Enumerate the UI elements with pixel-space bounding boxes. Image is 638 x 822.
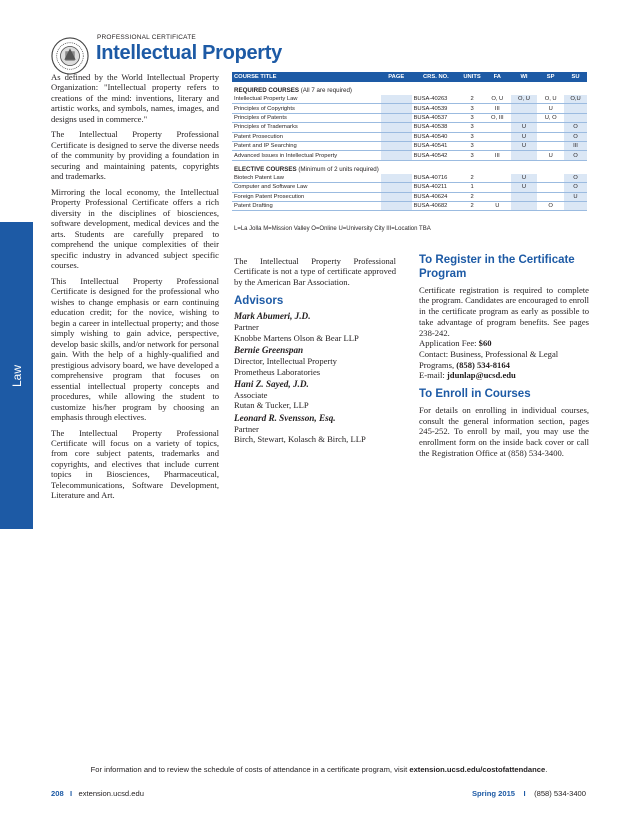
table-cell: O, U [511,95,538,104]
footer-right [472,789,586,798]
enroll-heading: To Enroll in Courses [419,388,531,401]
col-su: SU [564,72,587,82]
right-column [419,254,589,459]
register-heading: To Register in the Certificate Program [419,254,575,280]
table-cell: 3 [460,113,484,122]
table-cell [484,183,511,192]
table-cell [511,201,538,210]
table-cell [511,192,538,201]
table-cell [537,123,564,132]
intro-paragraph: The Intellectual Property Professional Certificate is designed to serve the diverse needs of the community by providing a foundation in securing and maintaining patents, copyrights and trademarks. [51,129,219,182]
contact-label: Contact: Business, Professional & Legal Programs, [419,349,559,370]
table-cell [564,104,587,113]
table-cell: U [537,151,564,160]
table-cell: O,U [564,95,587,104]
fee-value: $60 [478,338,492,349]
application-fee [419,338,589,349]
contact-phone: (858) 534-8164 [456,359,510,370]
table-cell [484,192,511,201]
table-cell: Patent Prosecution [232,132,381,141]
intro-paragraph: The Intellectual Property Professional Certificate will focus on a variety of topics, from core subject patents, trademarks and copyrights, and electives that include current topics in Biosciences, Pharmaceutical, Telecommunications, Software Development, Literature and Art. [51,427,219,501]
table-cell [537,183,564,192]
fee-label: Application Fee: [419,338,479,349]
table-cell: Advanced Issues in Intellectual Property [232,151,381,160]
table-cell: III [564,141,587,150]
table-cell: Principles of Trademarks [232,123,381,132]
table-row [232,132,587,141]
table-cell: O [564,132,587,141]
table-cell [484,174,511,183]
table-cell: 3 [460,132,484,141]
table-cell: O [564,123,587,132]
table-cell: 3 [460,141,484,150]
table-cell: U [564,192,587,201]
table-cell: Foreign Patent Prosecution [232,192,381,201]
table-cell: III [484,151,511,160]
advisor-title: Partner [234,424,259,434]
aba-note: The Intellectual Property Professional Certificate is not a type of certificate approved by the American Bar Association. [234,256,396,287]
note-end: . [545,765,548,774]
table-cell [381,113,412,122]
advisor-title: Associate [234,390,268,401]
table-row [232,201,587,210]
table-cell: Intellectual Property Law [232,95,381,104]
table-cell: BUSA-40539 [412,104,461,113]
table-cell: U [511,141,538,150]
contact-line [419,349,589,370]
section-tab-label: Law [9,364,24,387]
col-sp: SP [537,72,564,82]
page-title: Intellectual Property [96,42,282,64]
table-cell: U [537,104,564,113]
cost-attendance-link[interactable]: extension.ucsd.edu/costofattendance [409,765,546,774]
advisor-org: Knobbe Martens Olson & Bear LLP [234,332,359,343]
advisor-org: Birch, Stewart, Kolasch & Birch, LLP [234,434,366,445]
footer-site-link[interactable]: extension.ucsd.edu [78,789,144,798]
certificate-kicker: PROFESSIONAL CERTIFICATE [97,34,196,41]
table-cell [537,174,564,183]
enroll-text: For details on enrolling in individual courses, consult the general information section, pages 245-252. To enroll by mail, you may use the enrollment form on the inside back cover or call the Registration Office at (858) 534-3400. [419,405,589,458]
col-units: UNITS [460,72,484,82]
table-cell: O [564,174,587,183]
advisors-heading: Advisors [234,295,284,308]
table-cell: Patent Drafting [232,201,381,210]
table-cell [484,132,511,141]
advisor-name: Leonard R. Svensson, Esq. [234,412,336,423]
table-cell: BUSA-40211 [412,183,461,192]
table-cell: O, U [484,95,511,104]
table-cell: BUSA-40682 [412,201,461,210]
table-cell [537,132,564,141]
intro-paragraph: Mirroring the local economy, the Intellectual Property Professional Certificate offers a rich diversity in the disciplines of biosciences, software development, medical devices and the arts. Students are carefully prepared to comprehend the unique complexities of their specific industry in advanced subject specific courses. [51,186,219,271]
elective-section-header [232,160,587,174]
table-cell: 1 [460,183,484,192]
advisor-title: Partner [234,322,259,333]
table-row [232,123,587,132]
table-header-row [232,72,587,82]
page-number: 208 [51,789,64,798]
advisor [234,311,396,343]
table-cell: O [564,151,587,160]
table-row [232,192,587,201]
advisor-org: Prometheus Laboratories [234,366,321,377]
footer-left [51,789,144,798]
table-cell: U [511,174,538,183]
required-note: (All 7 are required) [300,87,352,94]
col-course-title: COURSE TITLE [232,72,381,82]
table-cell: BUSA-40542 [412,151,461,160]
table-cell [381,174,412,183]
email-link[interactable]: jdunlap@ucsd.edu [446,370,516,381]
table-cell: Biotech Patent Law [232,174,381,183]
table-cell: Principles of Patents [232,113,381,122]
table-row [232,141,587,150]
section-tab [0,222,33,529]
table-cell [381,123,412,132]
footer-separator: I [523,789,526,798]
middle-column [234,256,396,445]
table-cell: U [511,132,538,141]
table-cell [381,141,412,150]
table-cell [564,201,587,210]
table-cell: BUSA-40540 [412,132,461,141]
table-cell [381,132,412,141]
table-cell: U [484,201,511,210]
table-cell [537,141,564,150]
col-page: PAGE [381,72,412,82]
table-cell: Patent and IP Searching [232,141,381,150]
table-cell: O, III [484,113,511,122]
table-cell: BUSA-40537 [412,113,461,122]
location-legend: L=La Jolla M=Mission Valley O=Online U=University City III=Location TBA [234,226,431,232]
table-cell [537,192,564,201]
intro-paragraph: This Intellectual Property Professional Certificate is designed for the professional who wishes to change emphasis or earn continuing education credit; for the novice, wishing to begin a career in intellectual property; and those simply wishing to gain advice, perspective, develop basic skills, and/or network for personal gain. With the help of a highly-qualified and prestigious advisory board, we have developed a comprehensive program that focuses on essential intellectual property concepts and procedures, while allowing the student to customize his/her program by choosing an emphasis through electives. [51,275,219,423]
footer-term: Spring 2015 [471,789,516,798]
footer-separator: I [70,789,73,798]
cost-attendance-note [0,765,638,774]
table-cell: O [564,183,587,192]
table-cell [484,123,511,132]
table-cell: 2 [460,174,484,183]
table-cell: BUSA-40538 [412,123,461,132]
table-cell: U [511,183,538,192]
table-cell: BUSA-40263 [412,95,461,104]
table-row [232,174,587,183]
col-wi: WI [511,72,538,82]
table-cell: BUSA-40624 [412,192,461,201]
table-cell [381,151,412,160]
intro-paragraph: As defined by the World Intellectual Property Organization: "Intellectual property refers to creations of the mind: inventions, literary and artistic works, and symbols, names, images, and designs used in commerce." [51,72,219,124]
intro-column [51,72,219,506]
advisor-name: Bernie Greenspan [234,345,304,356]
table-cell [381,183,412,192]
table-cell: U, O [537,113,564,122]
table-row [232,113,587,122]
table-cell [381,192,412,201]
required-label: REQUIRED COURSES [234,87,299,94]
course-table [232,72,587,211]
table-cell [381,95,412,104]
table-cell: O, U [537,95,564,104]
note-text: For information and to review the schedule of costs of attendance in a certificate program, visit [90,765,410,774]
table-cell: 2 [460,192,484,201]
table-row [232,151,587,160]
advisor-name: Hani Z. Sayed, J.D. [234,378,309,389]
email-label: E-mail: [419,370,447,381]
table-cell: 3 [460,123,484,132]
table-cell [381,201,412,210]
table-cell: 3 [460,151,484,160]
table-row [232,95,587,104]
elective-label: ELECTIVE COURSES [234,165,297,173]
table-cell: III [484,104,511,113]
advisor-title: Director, Intellectual Property [234,356,337,367]
table-cell: 2 [460,201,484,210]
table-cell: Computer and Software Law [232,183,381,192]
table-cell: Principles of Copyrights [232,104,381,113]
table-cell [564,113,587,122]
elective-note: (Minimum of 2 units required) [298,165,379,173]
col-crs-no: CRS. NO. [412,72,461,82]
university-seal-icon [51,37,89,75]
register-text: Certificate registration is required to complete the program. Candidates are encouraged to enroll in the certificate program as early as possible to take advantage of program benefits. See pages 238-242. [419,284,589,338]
footer-phone: (858) 534-3400 [534,789,586,798]
table-row [232,104,587,113]
table-cell [381,104,412,113]
advisor [234,413,396,445]
advisor [234,379,396,411]
table-row [232,183,587,192]
table-cell: BUSA-40716 [412,174,461,183]
table-cell [511,113,538,122]
table-cell [511,151,538,160]
advisor [234,345,396,377]
table-cell [484,141,511,150]
advisor-org: Rutan & Tucker, LLP [234,400,309,411]
table-cell: U [511,123,538,132]
table-cell: O [537,201,564,210]
table-cell [511,104,538,113]
col-fa: FA [484,72,511,82]
email-line [419,370,589,381]
advisor-name: Mark Abumeri, J.D. [234,311,311,322]
table-cell: 3 [460,104,484,113]
table-cell: 2 [460,95,484,104]
table-cell: BUSA-40541 [412,141,461,150]
required-section-header [232,82,587,95]
